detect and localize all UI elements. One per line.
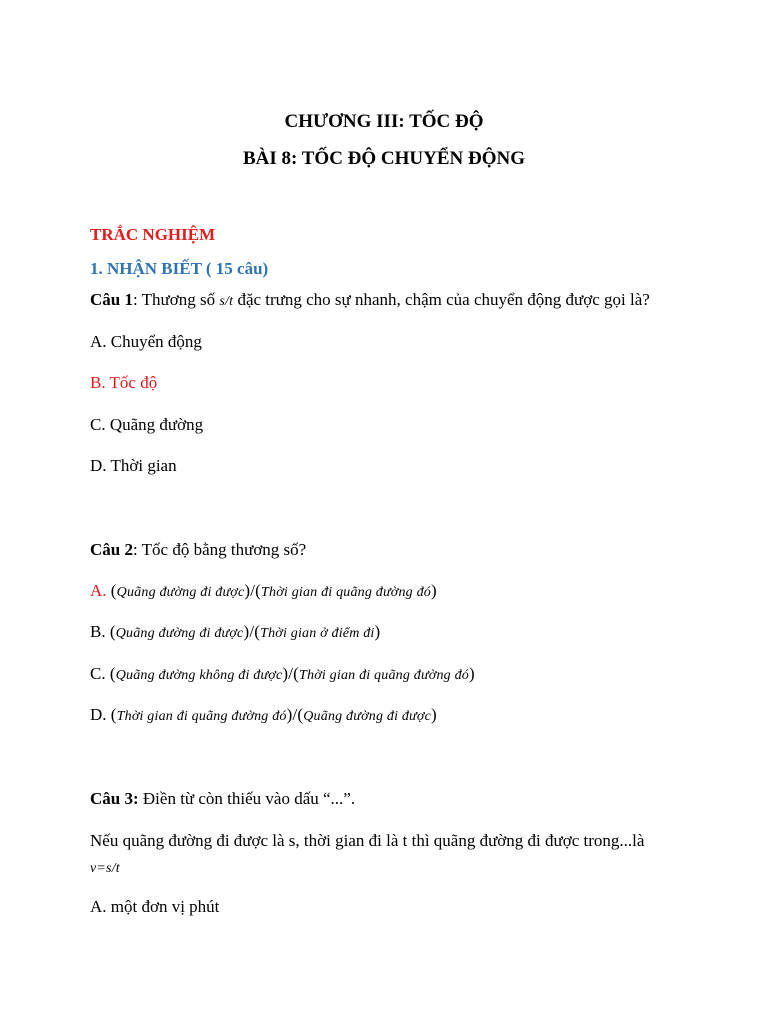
math-expression: v=s/t	[90, 861, 120, 876]
answer-option: A. Chuyển động	[90, 332, 202, 351]
section-heading: TRẮC NGHIỆM	[90, 225, 216, 244]
option-letter: A.	[90, 581, 107, 600]
question-text: : Tốc độ bằng thương số?	[132, 540, 307, 559]
question-3	[90, 788, 355, 810]
option-letter: C.	[90, 664, 106, 683]
option-letter: D.	[90, 705, 107, 724]
answer-option: A. một đơn vị phút	[90, 897, 220, 916]
math-expression: s/t	[219, 294, 234, 309]
fraction-denominator: Thời gian đi quãng đường đó	[261, 585, 431, 600]
fraction-numerator: Quãng đường không đi được	[115, 668, 283, 683]
answer-option: D. Thời gian	[90, 456, 177, 475]
answer-option-correct: B. Tốc độ	[90, 373, 158, 392]
question-2	[90, 539, 306, 561]
section-subheading: 1. NHẬN BIẾT ( 15 câu)	[90, 259, 269, 278]
answer-option: C. Quãng đường	[90, 415, 204, 434]
question-text: Điền từ còn thiếu vào dấu “...”.	[138, 789, 356, 808]
question-label: Câu 2	[90, 540, 133, 559]
fraction-numerator: Quãng đường đi được	[116, 585, 245, 600]
answer-option: B. (Quãng đường đi được)/(Thời gian ở điểm đi)	[90, 622, 381, 641]
lesson-title: BÀI 8: TỐC ĐỘ CHUYỂN ĐỘNG	[242, 148, 526, 169]
question-statement: Nếu quãng đường đi được là s, thời gian đi là t thì quãng đường đi được trong...là	[90, 831, 645, 850]
question-text: đặc trưng cho sự nhanh, chậm của chuyển động được gọi là?	[233, 290, 650, 309]
option-letter: B.	[90, 622, 106, 641]
answer-option: D. (Thời gian đi quãng đường đó)/(Quãng đường đi được)	[90, 705, 437, 724]
fraction-denominator: Thời gian đi quãng đường đó	[299, 668, 469, 683]
question-label: Câu 1	[90, 290, 133, 309]
question-label: Câu 3:	[90, 789, 139, 808]
answer-option: A. (Quãng đường đi được)/(Thời gian đi quãng đường đó)	[90, 581, 437, 600]
chapter-title: CHƯƠNG III: TỐC ĐỘ	[284, 111, 484, 132]
fraction-denominator: Thời gian ở điểm đi	[260, 626, 375, 641]
fraction-numerator: Quãng đường đi được	[115, 626, 244, 641]
question-1	[90, 289, 650, 313]
answer-option: C. (Quãng đường không đi được)/(Thời gian đi quãng đường đó)	[90, 664, 475, 683]
fraction-denominator: Quãng đường đi được	[303, 709, 431, 724]
fraction-numerator: Thời gian đi quãng đường đó	[116, 709, 287, 724]
question-text: : Thương số	[132, 290, 220, 309]
formula	[90, 856, 120, 880]
